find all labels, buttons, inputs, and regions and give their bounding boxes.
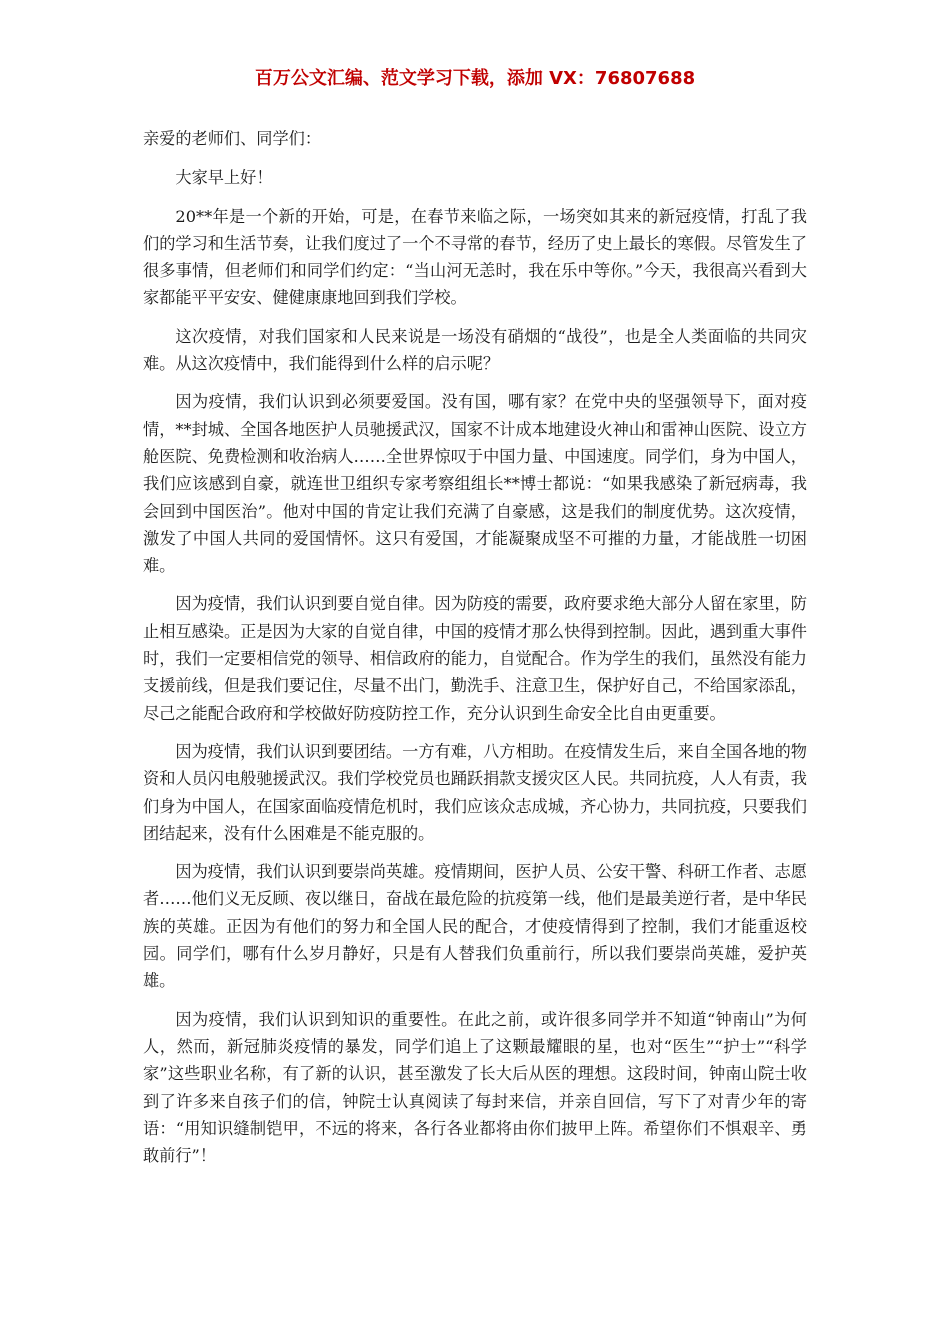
paragraph-self-discipline: 因为疫情，我们认识到要自觉自律。因为防疫的需要，政府要求绝大部分人留在家里，防止相互感染。正是因为大家的自觉自律，中国的疫情才那么快得到控制。因此，遇到重大事件时，我们一定要相信党的领导、相信政府的能力，自觉配合。作为学生的我们，虽然没有能力支援前线，但是我们要记住，尽量不出门，勤洗手、注意卫生，保护好自己，不给国家添乱，尽己之能配合政府和学校做好防疫防控工作，充分认识到生命安全比自由更重要。 — [143, 594, 807, 723]
paragraph-heroes: 因为疫情，我们认识到要崇尚英雄。疫情期间，医护人员、公安干警、科研工作者、志愿者……他们义无反顾、夜以继日，奋战在最危险的抗疫第一线，他们是最美逆行者，是中华民族的英雄。正因为有他们的努力和全国人民的配合，才使疫情得到了控制，我们才能重返校园。同学们，哪有什么岁月静好，只是有人替我们负重前行，所以我们要崇尚英雄，爱护英雄。 — [143, 862, 807, 991]
paragraph-question: 这次疫情，对我们国家和人民来说是一场没有硝烟的“战役”，也是全人类面临的共同灾难。从这次疫情中，我们能得到什么样的启示呢？ — [143, 326, 807, 374]
header-banner: 百万公文汇编、范文学习下载，添加 VX：76807688 — [254, 68, 696, 89]
document-body — [143, 125, 807, 1180]
paragraph-unity: 因为疫情，我们认识到要团结。一方有难，八方相助。在疫情发生后，来自全国各地的物资和人员闪电般驰援武汉。我们学校党员也踊跃捐款支援灾区人民。共同抗疫，人人有责，我们身为中国人，在国家面临疫情危机时，我们应该众志成城，齐心协力，共同抗疫，只要我们团结起来，没有什么困难是不能克服的。 — [143, 741, 807, 843]
salutation: 亲爱的老师们、同学们： — [143, 129, 322, 148]
paragraph-knowledge: 因为疫情，我们认识到知识的重要性。在此之前，或许很多同学并不知道“钟南山”为何人，然而，新冠肺炎疫情的暴发，同学们追上了这颗最耀眼的星，也对“医生”“护士”“科学家”这些职业名称，有了新的认识，甚至激发了长大后从医的理想。这段时间，钟南山院士收到了许多来自孩子们的信，钟院士认真阅读了每封来信，并亲自回信，写下了对青少年的寄语：“用知识缝制铠甲，不远的将来，各行各业都将由你们披甲上阵。希望你们不惧艰辛、勇敢前行”！ — [143, 1009, 807, 1166]
paragraph-patriotism: 因为疫情，我们认识到必须要爱国。没有国，哪有家？在党中央的坚强领导下，面对疫情，**封城、全国各地医护人员驰援武汉，国家不计成本地建设火神山和雷神山医院、设立方舱医院、免费检测和收治病人……全世界惊叹于中国力量、中国速度。同学们，身为中国人，我们应该感到自豪，就连世卫组织专家考察组组长**博士都说：“如果我感染了新冠病毒，我会回到中国医治”。他对中国的肯定让我们充满了自豪感，这是我们的制度优势。这次疫情，激发了中国人共同的爱国情怀。这只有爱国，才能凝聚成坚不可摧的力量，才能战胜一切困难。 — [143, 392, 807, 576]
paragraph-greeting: 大家早上好！ — [175, 168, 273, 188]
paragraph-intro: 20**年是一个新的开始，可是，在春节来临之际，一场突如其来的新冠疫情，打乱了我们的学习和生活节奏，让我们度过了一个不寻常的春节，经历了史上最长的寒假。尽管发生了很多事情，但老师们和同学们约定：“当山河无恙时，我在乐中等你。”今天，我很高兴看到大家都能平平安安、健健康康地回到我们学校。 — [143, 206, 807, 308]
